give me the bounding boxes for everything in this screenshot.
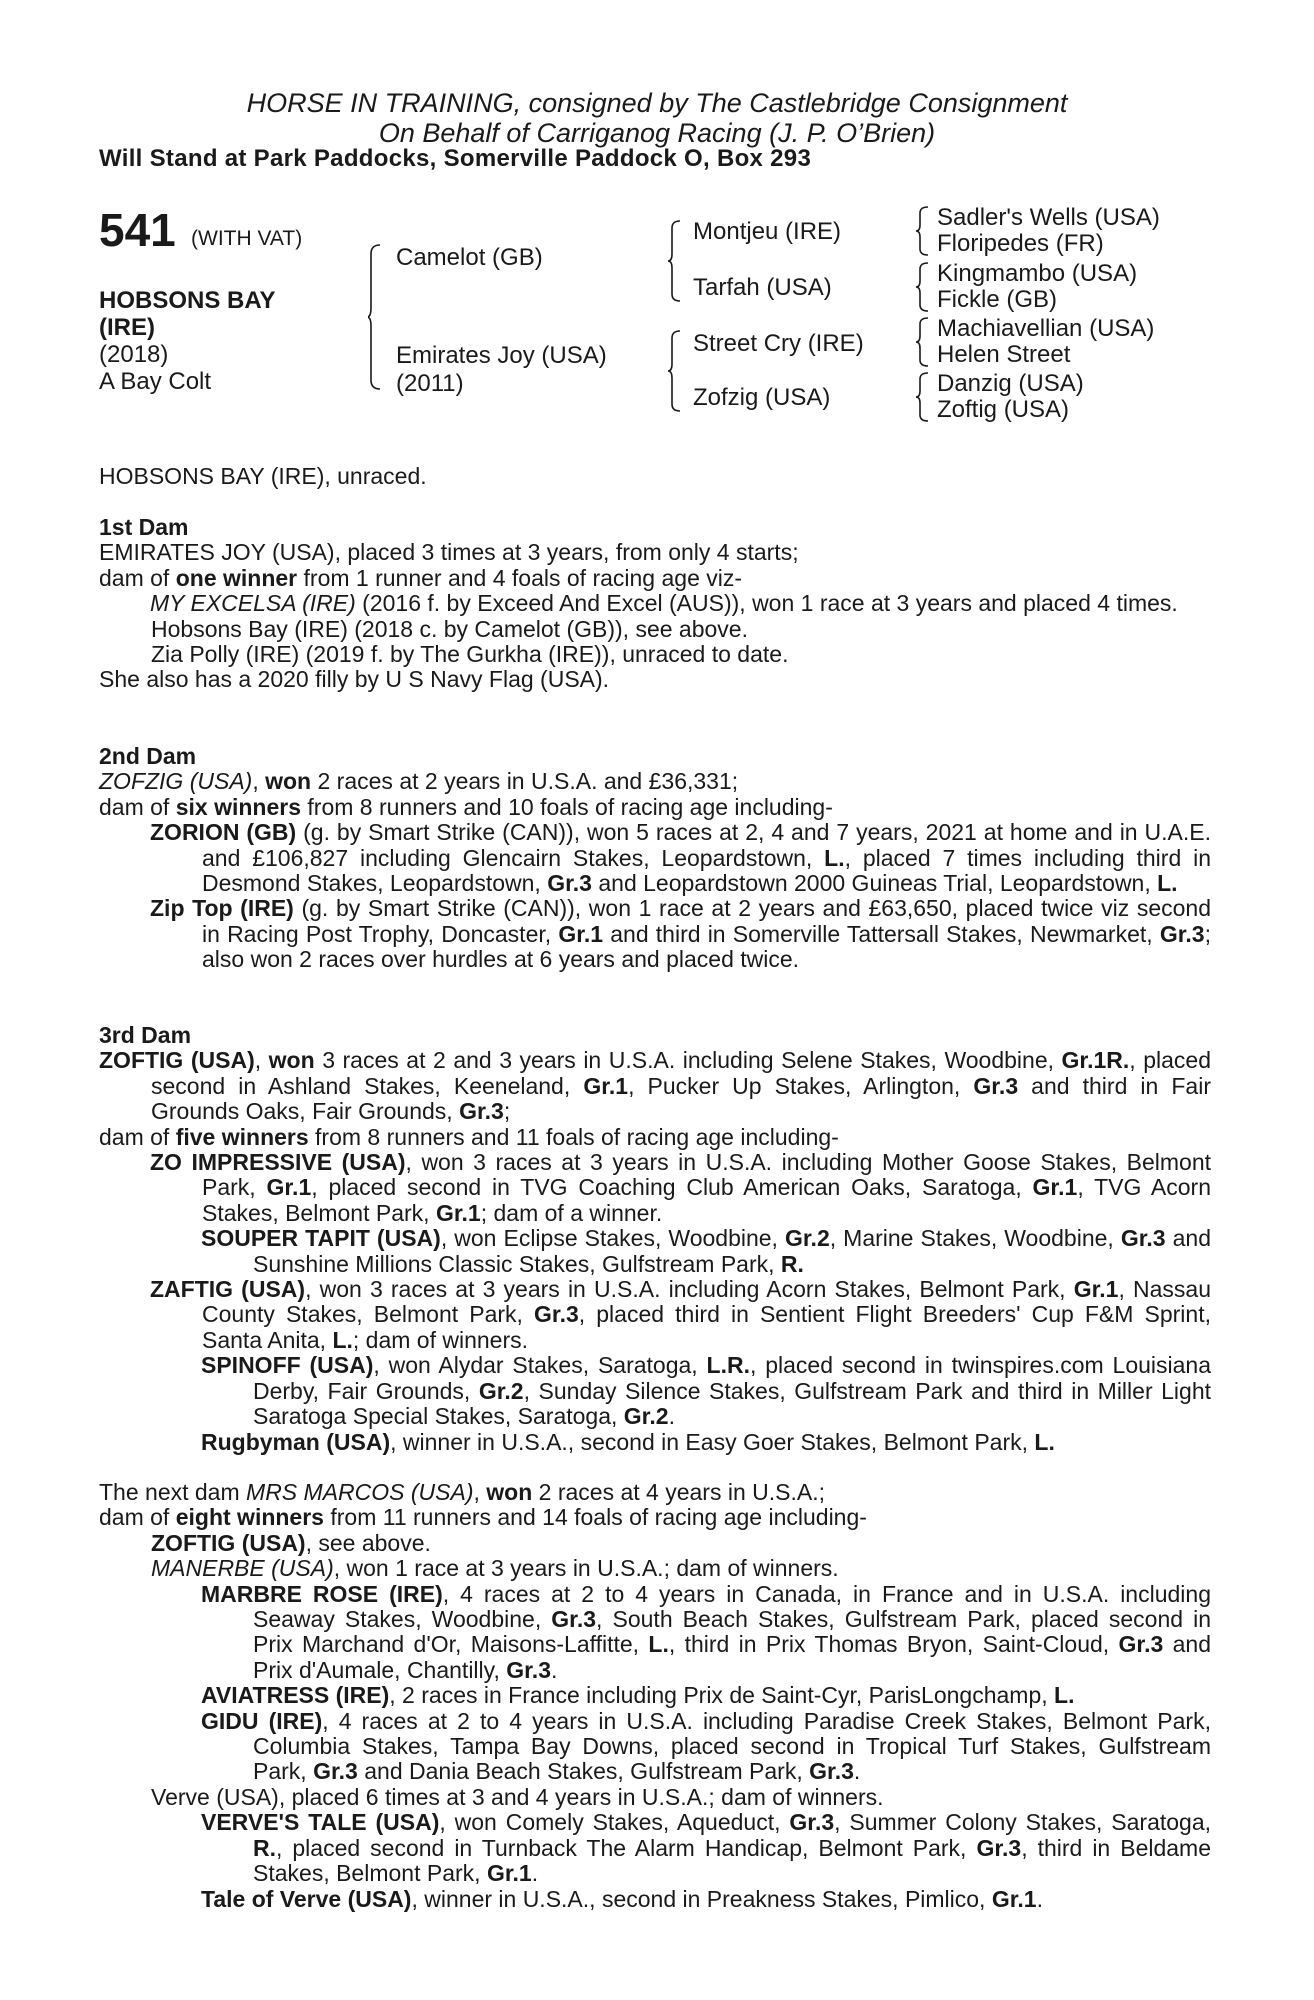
produce-gidu: GIDU (IRE), 4 races at 2 to 4 years in U.S.A. including Paradise Creek Stakes, Belmont Park, Columbia Stakes, Tampa Bay Downs, placed second in Tropical Turf Stakes, Gulfstream Park, Gr.3 and Dania Beach Stakes, Gulfstream Park, Gr.3. — [201, 1707, 1211, 1785]
third-dam-title: 3rd Dam — [99, 1022, 192, 1048]
pedigree-brace-ss — [916, 206, 930, 256]
horse-origin: (IRE) — [99, 314, 155, 341]
produce-aviatress: AVIATRESS (IRE), 2 races in France including Prix de Saint-Cyr, ParisLongchamp, L. — [201, 1682, 1075, 1709]
produce-verve: Verve (USA), placed 6 times at 3 and 4 years in U.S.A.; dam of winners. — [151, 1783, 884, 1810]
produce-manerbe: MANERBE (USA), won 1 race at 3 years in U.S.A.; dam of winners. — [151, 1555, 839, 1582]
produce-zip-top: Zip Top (IRE) (g. by Smart Strike (CAN)), won 1 race at 2 years and £63,650, placed twice viz second in Racing Post Trophy, Doncaster, Gr.1 and third in Somerville Tattersall Stakes, Newmarket, Gr.3; also won 2 races over hurdles at 6 years and placed twice. — [150, 895, 1211, 973]
pedigree-dss: Machiavellian (USA) — [937, 315, 1155, 342]
first-dam-line: EMIRATES JOY (USA), placed 3 times at 3 years, from only 4 starts; — [99, 539, 799, 566]
third-dam-line: ZOFTIG (USA), won 3 races at 2 and 3 years in U.S.A. including Selene Stakes, Woodbine, Gr.1R., placed second in Ashland Stakes, Keeneland, Gr.1, Pucker Up Stakes, Arlington, Gr.3 and third in Fair Grounds Oaks, Fair Grounds, Gr.3; — [99, 1047, 1211, 1125]
produce-tale-of-verve: Tale of Verve (USA), winner in U.S.A., second in Preakness Stakes, Pimlico, Gr.1. — [201, 1885, 1043, 1912]
produce-rugbyman: Rugbyman (USA), winner in U.S.A., second in Easy Goer Stakes, Belmont Park, L. — [201, 1428, 1055, 1455]
pedigree-brace-dam — [668, 330, 682, 412]
horse-description: A Bay Colt — [99, 368, 212, 395]
second-dam-title: 2nd Dam — [99, 743, 197, 769]
header-line-1: HORSE IN TRAINING, consigned by The Castlebridge Consignment — [246, 88, 1068, 118]
produce-my-excelsa: MY EXCELSA (IRE) (2016 f. by Exceed And Excel (AUS)), won 1 race at 3 years and placed 4 times. — [150, 590, 1178, 617]
horse-name: HOBSONS BAY — [99, 287, 276, 314]
pedigree-ddd: Zoftig (USA) — [937, 396, 1070, 423]
next-dam-line: The next dam MRS MARCOS (USA), won 2 races at 4 years in U.S.A.; — [99, 1479, 825, 1505]
pedigree-dam-sire: Street Cry (IRE) — [693, 330, 864, 357]
pedigree-sds: Kingmambo (USA) — [937, 260, 1138, 287]
horse-block — [99, 287, 319, 395]
header-line-2: On Behalf of Carriganog Racing (J. P. O’Brien) — [378, 118, 936, 148]
first-dam-filly-line: She also has a 2020 filly by U S Navy Flag (USA). — [99, 666, 610, 693]
pedigree-dds: Danzig (USA) — [937, 370, 1084, 397]
produce-hobsons-bay: Hobsons Bay (IRE) (2018 c. by Camelot (GB)), see above. — [151, 615, 748, 642]
second-dam-produce-line: dam of six winners from 8 runners and 10 foals of racing age including- — [99, 793, 833, 820]
pedigree-ssd: Floripedes (FR) — [937, 230, 1104, 257]
first-dam-section — [99, 515, 1211, 693]
pedigree-brace-gen1 — [368, 244, 382, 390]
produce-spinoff: SPINOFF (USA), won Alydar Stakes, Saratoga, L.R., placed second in twinspires.com Louisiana Derby, Fair Grounds, Gr.2, Sunday Silence Stakes, Gulfstream Park and third in Miller Light Saratoga Special Stakes, Saratoga, Gr.2. — [201, 1352, 1212, 1430]
pedigree-dam-year: (2011) — [396, 370, 464, 397]
pedigree-dam: Emirates Joy (USA) — [396, 342, 607, 369]
lot-number: 541 — [99, 204, 176, 256]
produce-zaftig: ZAFTIG (USA), won 3 races at 3 years in U.S.A. including Acorn Stakes, Belmont Park, Gr.1, Nassau County Stakes, Belmont Park, Gr.3, placed third in Sentient Flight Breeders' Cup F&M Sprint, Santa Anita, L.; dam of winners. — [150, 1276, 1212, 1353]
pedigree-dam-dam: Zofzig (USA) — [693, 384, 831, 411]
produce-souper-tapit: SOUPER TAPIT (USA), won Eclipse Stakes, Woodbine, Gr.2, Marine Stakes, Woodbine, Gr.3 and Sunshine Millions Classic Stakes, Gulfstream Park, R. — [201, 1225, 1212, 1277]
third-dam-produce-line: dam of five winners from 8 runners and 11 foals of racing age including- — [99, 1123, 839, 1150]
produce-zoftig: ZOFTIG (USA), see above. — [151, 1529, 431, 1556]
header-line-3: Will Stand at Park Paddocks, Somerville Paddock O, Box 293 — [99, 145, 812, 172]
pedigree-brace-ds — [916, 317, 930, 367]
first-dam-produce-line: dam of one winner from 1 runner and 4 foals of racing age viz- — [99, 564, 743, 591]
first-dam-title: 1st Dam — [99, 514, 189, 540]
pedigree-sire-dam: Tarfah (USA) — [693, 274, 832, 301]
pedigree-sss: Sadler's Wells (USA) — [937, 204, 1160, 231]
second-dam-section — [99, 744, 1211, 973]
second-dam-line: ZOFZIG (USA), won 2 races at 2 years in U.S.A. and £36,331; — [99, 768, 739, 795]
produce-zorion: ZORION (GB) (g. by Smart Strike (CAN)), won 5 races at 2, 4 and 7 years, 2021 at home and in U.A.E. and £106,827 including Glencairn Stakes, Leopardstown, L., placed 7 times including third in Desmond Stakes, Leopardstown, Gr.3 and Leopardstown 2000 Guineas Trial, Leopardstown, L. — [150, 819, 1211, 897]
produce-marbre-rose: MARBRE ROSE (IRE), 4 races at 2 to 4 years in Canada, in France and in U.S.A. including Seaway Stakes, Woodbine, Gr.3, South Beach Stakes, Gulfstream Park, placed second in Prix Marchand d'Or, Maisons-Laffitte, L., third in Prix Thomas Bryon, Saint-Cloud, Gr.3 and Prix d'Aumale, Chantilly, Gr.3. — [201, 1580, 1212, 1683]
produce-verves-tale: VERVE'S TALE (USA), won Comely Stakes, Aqueduct, Gr.3, Summer Colony Stakes, Saratoga, R., placed second in Turnback The Alarm Handicap, Belmont Park, Gr.3, third in Beldame Stakes, Belmont Park, Gr.1. — [201, 1809, 1212, 1887]
produce-zia-polly: Zia Polly (IRE) (2019 f. by The Gurkha (IRE)), unraced to date. — [151, 641, 789, 668]
horse-year: (2018) — [99, 341, 169, 368]
pedigree-dsd: Helen Street — [937, 341, 1071, 368]
next-dam-produce-line: dam of eight winners from 11 runners and 14 foals of racing age including- — [99, 1504, 867, 1531]
lot-vat: (WITH VAT) — [191, 227, 303, 250]
intro-text: HOBSONS BAY (IRE), unraced. — [99, 463, 427, 489]
pedigree-brace-sd — [916, 262, 930, 312]
pedigree-sire-sire: Montjeu (IRE) — [693, 218, 842, 245]
pedigree-brace-sire — [668, 220, 682, 302]
pedigree-sdd: Fickle (GB) — [937, 286, 1057, 313]
pedigree-brace-dd — [916, 372, 930, 422]
pedigree-sire: Camelot (GB) — [396, 244, 543, 271]
next-dam-section — [99, 1480, 1211, 1912]
third-dam-section — [99, 1023, 1211, 1455]
produce-zo-impressive: ZO IMPRESSIVE (USA), won 3 races at 3 years in U.S.A. including Mother Goose Stakes, Belmont Park, Gr.1, placed second in TVG Coaching Club American Oaks, Saratoga, Gr.1, TVG Acorn Stakes, Belmont Park, Gr.1; dam of a winner. — [150, 1149, 1212, 1226]
intro-line — [99, 464, 1211, 489]
